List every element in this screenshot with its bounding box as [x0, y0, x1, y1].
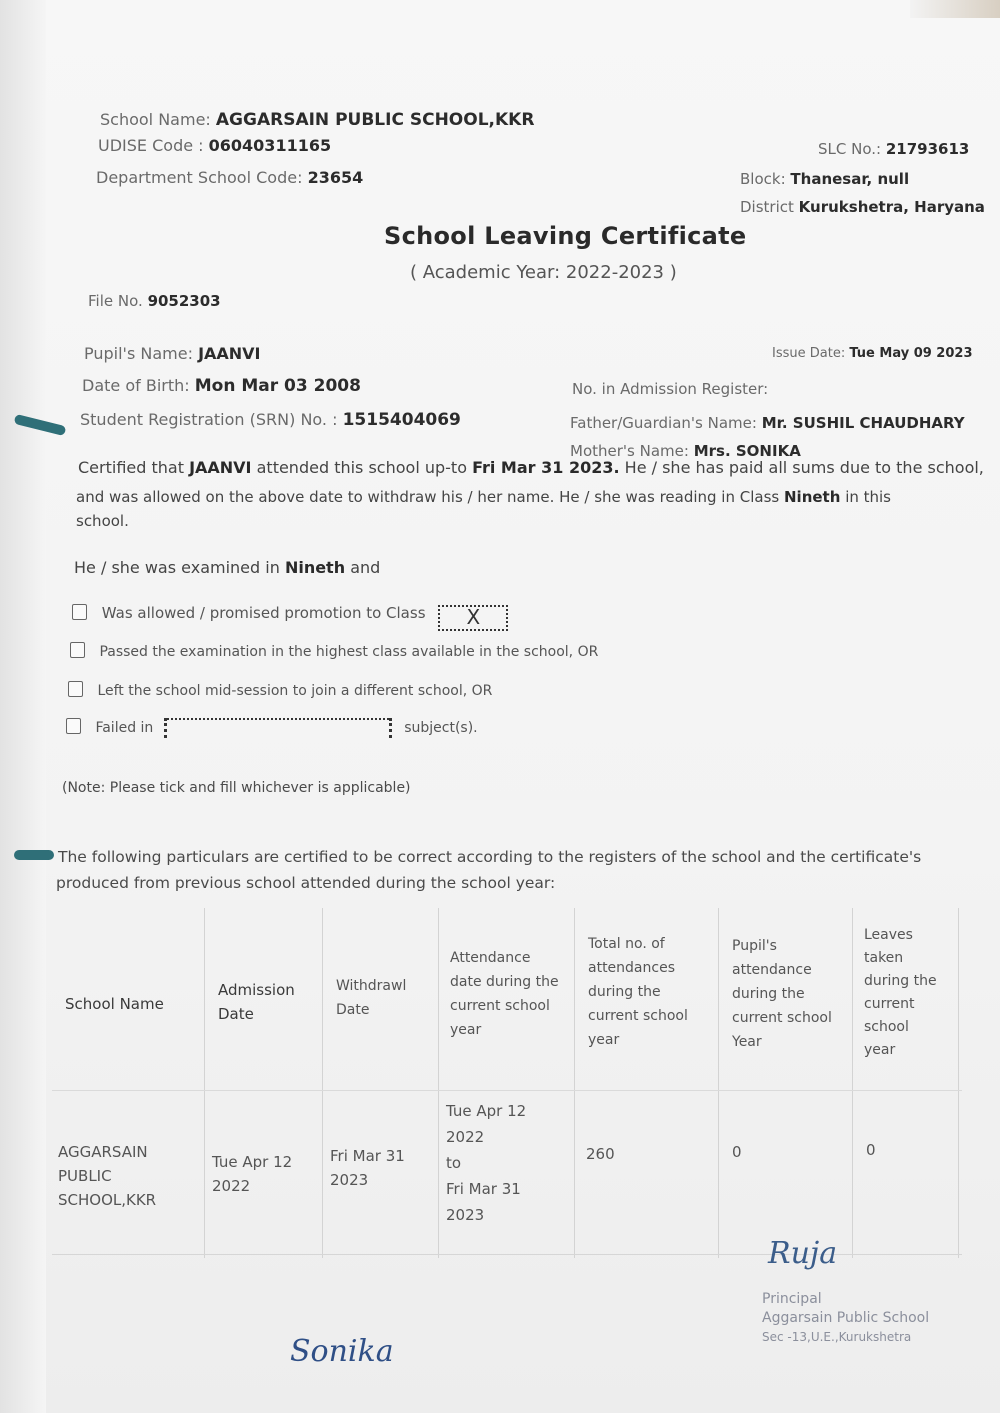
parent-signature: Sonika: [290, 1334, 394, 1369]
binding-tag: [14, 850, 54, 860]
file-number: 9052303: [147, 292, 221, 310]
block-label: Block:: [740, 170, 786, 188]
udise-label: UDISE Code :: [98, 136, 204, 155]
school-name: AGGARSAIN PUBLIC SCHOOL,KKR: [215, 110, 535, 130]
particulars-table: [52, 908, 962, 1258]
block-value: Thanesar, null: [790, 170, 910, 188]
table-divider: [322, 908, 323, 1258]
school-name-line: [100, 110, 534, 130]
option-failed: [66, 718, 478, 738]
file-label: File No.: [88, 292, 143, 310]
header-admission-date: Admission Date: [218, 981, 295, 1023]
district-label: District: [740, 198, 794, 216]
table-divider: [574, 908, 575, 1258]
certificate-title: School Leaving Certificate: [384, 222, 747, 250]
certified-line-1: Certified that JAANVI attended this school up-to Fri Mar 31 2023. He / she has paid all sums due to the school,: [78, 458, 984, 477]
header-leaves-taken: Leaves taken during the current school year: [864, 927, 937, 1058]
passed-checkbox[interactable]: [70, 642, 85, 658]
district-value: Kurukshetra, Haryana: [798, 198, 985, 216]
certified-date: Fri Mar 31 2023.: [472, 458, 620, 477]
table-divider: [438, 908, 439, 1258]
left-checkbox[interactable]: [68, 681, 83, 697]
passed-label: Passed the examination in the highest class available in the school, OR: [99, 644, 599, 660]
failed-label: Failed in: [95, 720, 154, 736]
row-withdrawl-date: Fri Mar 31 2023: [330, 1147, 405, 1189]
particulars-line-2: produced from previous school attended during the school year:: [56, 874, 556, 892]
dob-value: Mon Mar 03 2008: [194, 376, 361, 396]
paper-left-edge: [0, 0, 46, 1413]
srn-label: Student Registration (SRN) No. :: [80, 410, 338, 429]
header-school-name: School Name: [65, 995, 164, 1013]
certified-class: Nineth: [784, 488, 841, 506]
paper-corner: [910, 0, 1000, 18]
district-line: [740, 198, 985, 216]
certified-line-3: school.: [76, 512, 129, 530]
table-divider: [204, 908, 205, 1258]
failed-subjects-label: subject(s).: [404, 720, 478, 736]
pupil-name: JAANVI: [198, 344, 261, 363]
udise-code: 06040311165: [208, 136, 332, 155]
option-passed: [70, 642, 598, 660]
table-row-divider: [52, 1090, 962, 1091]
failed-subjects-box[interactable]: [164, 718, 392, 738]
table-divider: [852, 908, 853, 1258]
srn-line: [80, 410, 461, 430]
father-name: Mr. SUSHIL CHAUDHARY: [761, 414, 965, 432]
row-admission-date: Tue Apr 12 2022: [212, 1153, 293, 1195]
school-name-label: School Name:: [100, 110, 211, 129]
slc-number: 21793613: [885, 140, 970, 158]
note-text: (Note: Please tick and fill whichever is applicable): [62, 780, 411, 796]
issue-date: Tue May 09 2023: [849, 346, 973, 361]
father-name-line: [570, 414, 965, 432]
slc-label: SLC No.:: [818, 140, 882, 158]
header-pupil-attendance: Pupil's attendance during the current school Year: [732, 938, 832, 1050]
admission-register-label: No. in Admission Register:: [572, 380, 769, 398]
father-name-label: Father/Guardian's Name:: [570, 414, 757, 432]
header-attendance-date: Attendance date during the current school year: [450, 950, 559, 1038]
row-attendance-range: Tue Apr 12 2022 to Fri Mar 31 2023: [446, 1102, 527, 1224]
stamp-school-name: Aggarsain Public School: [762, 1310, 930, 1326]
header-total-attendances: Total no. of attendances during the current school year: [588, 936, 688, 1048]
dob-label: Date of Birth:: [82, 376, 190, 395]
dept-code: 23654: [307, 168, 364, 187]
block-line: [740, 170, 909, 188]
row-school-name: AGGARSAIN PUBLIC SCHOOL,KKR: [58, 1143, 157, 1209]
udise-line: [98, 136, 331, 155]
row-leaves-taken: 0: [866, 1141, 876, 1159]
option-promotion: [72, 604, 508, 631]
principal-title: Principal: [762, 1291, 822, 1307]
file-number-line: [88, 292, 221, 310]
left-label: Left the school mid-session to join a different school, OR: [97, 683, 493, 699]
row-total-attendances: 260: [586, 1145, 615, 1163]
examined-line: He / she was examined in Nineth and: [74, 558, 381, 577]
certified-line-2: and was allowed on the above date to withdraw his / her name. He / she was reading in Class Nineth in this: [76, 488, 892, 506]
issue-date-line: [772, 346, 973, 361]
row-pupil-attendance: 0: [732, 1143, 742, 1161]
principal-stamp: [762, 1290, 929, 1347]
failed-checkbox[interactable]: [66, 718, 81, 734]
promotion-label: Was allowed / promised promotion to Class: [101, 604, 426, 622]
dept-code-line: [96, 168, 363, 187]
option-left: [68, 681, 492, 699]
promotion-checkbox[interactable]: [72, 604, 87, 620]
pupil-name-line: [84, 344, 261, 363]
table-divider: [958, 908, 959, 1258]
stamp-address: Sec -13,U.E.,Kurukshetra: [762, 1330, 912, 1344]
dept-code-label: Department School Code:: [96, 168, 303, 187]
admission-register-line: [572, 380, 768, 398]
particulars-line-1: The following particulars are certified to be correct according to the registers of the school and the certificate's: [58, 848, 922, 866]
academic-year: ( Academic Year: 2022-2023 ): [410, 262, 677, 283]
mother-name: Mrs. SONIKA: [693, 442, 801, 460]
pupil-name-label: Pupil's Name:: [84, 344, 193, 363]
srn-value: 1515404069: [342, 410, 461, 430]
principal-signature: Ruja: [768, 1236, 838, 1271]
dob-line: [82, 376, 361, 396]
slc-line: [818, 140, 969, 158]
header-withdrawl-date: Withdrawl Date: [336, 978, 407, 1018]
issue-date-label: Issue Date:: [772, 346, 846, 361]
examined-class: Nineth: [284, 558, 346, 577]
mother-name-label: Mother's Name:: [570, 442, 689, 460]
certified-pupil-name: JAANVI: [189, 458, 252, 477]
table-divider: [718, 908, 719, 1258]
promotion-class-box[interactable]: X: [438, 605, 508, 631]
